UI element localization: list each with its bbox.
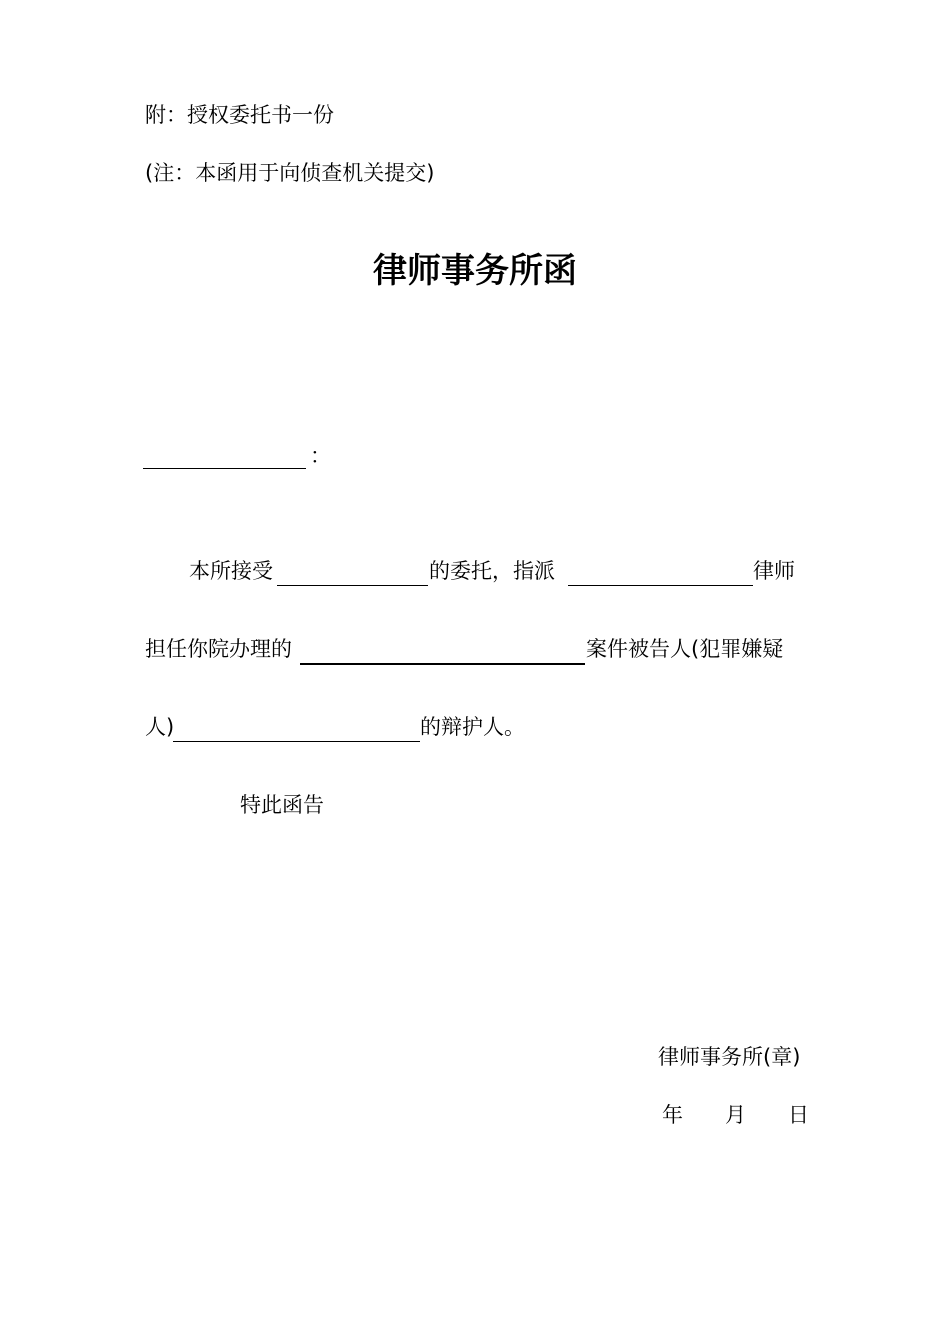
signature-firm: 律师事务所(章) [658,1045,801,1069]
signature-month: 月 [725,1103,746,1127]
addressee-colon: ： [310,444,331,468]
defendant-blank [173,741,420,742]
document-title: 律师事务所函 [373,251,577,291]
attachment-note: 附：授权委托书一份 [145,103,334,127]
signature-year: 年 [662,1103,683,1127]
body-line1-start: 本所接受 [189,559,273,583]
usage-note: (注：本函用于向侦查机关提交) [145,161,435,185]
closing-text: 特此函告 [240,793,324,817]
body-line1-mid: 的委托，指派 [429,559,555,583]
lawyer-blank [568,585,753,586]
case-blank [300,663,585,665]
body-line2-start: 担任你院办理的 [145,637,292,661]
body-line2-end: 案件被告人(犯罪嫌疑 [586,637,784,661]
body-line3-end: 的辩护人。 [420,715,525,739]
body-line3-start: 人) [145,715,175,739]
body-line1-end: 律师 [753,559,795,583]
client-blank [277,585,428,586]
signature-day: 日 [788,1103,809,1127]
addressee-blank [143,468,306,469]
